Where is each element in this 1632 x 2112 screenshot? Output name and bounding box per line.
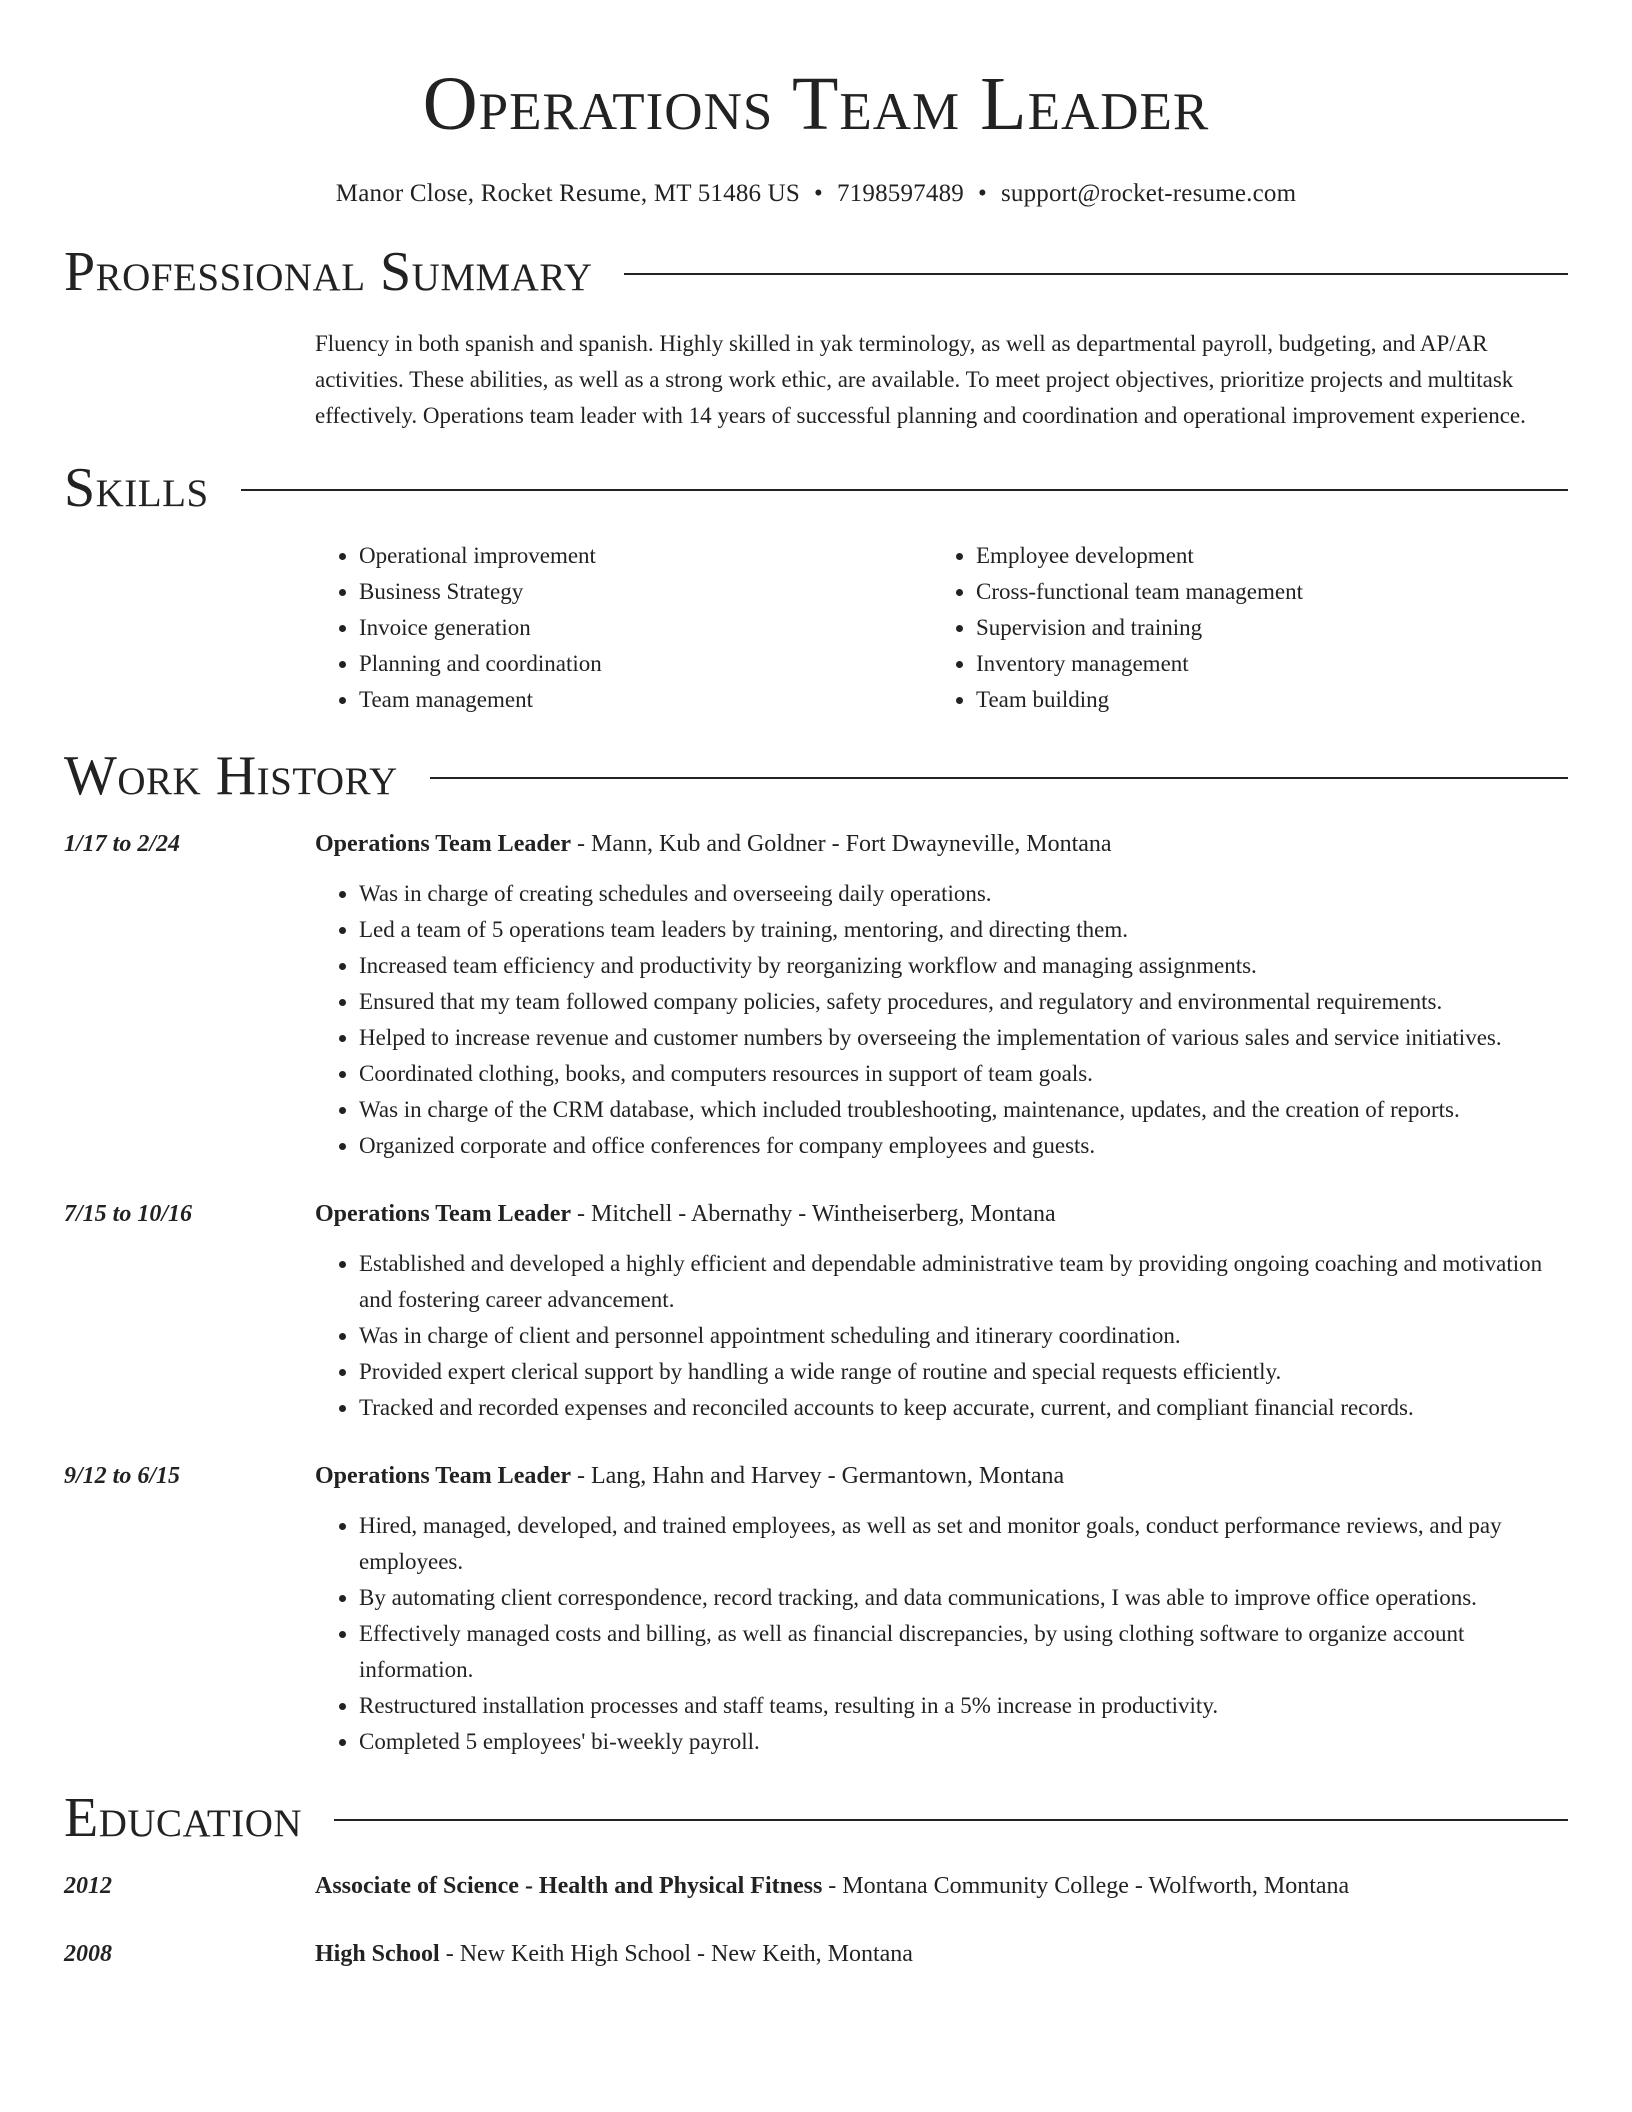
skills-list-right: [932, 538, 1549, 718]
skill-item: • Employee development: [976, 538, 1549, 574]
job-entry: [64, 1196, 1568, 1426]
skill-item: • Inventory management: [976, 646, 1549, 682]
job-bullets: [315, 1246, 1568, 1426]
summary-section-heading: [64, 240, 1568, 304]
job-bullet: • Coordinated clothing, books, and computers resources in support of team goals.: [359, 1056, 1568, 1092]
job-title: Operations Team Leader: [315, 1463, 571, 1489]
education-degree: High School: [315, 1941, 440, 1967]
job-bullet: • Increased team efficiency and productivity by reorganizing workflow and managing assignments.: [359, 948, 1568, 984]
resume-page: [64, 0, 1568, 1972]
job-title-line: [315, 826, 1568, 862]
contact-address: Manor Close, Rocket Resume, MT 51486 US: [335, 180, 801, 207]
skills-section-heading: [64, 456, 1568, 520]
job-bullet: • By automating client correspondence, record tracking, and data communications, I was able to improve office operations.: [359, 1580, 1568, 1616]
job-date: 7/15 to 10/16: [64, 1201, 193, 1227]
education-date: 2012: [64, 1873, 112, 1899]
job-bullet: • Tracked and recorded expenses and reconciled accounts to keep accurate, current, and compliant financial records.: [359, 1390, 1568, 1426]
job-content: [315, 1458, 1568, 1760]
education-line: [315, 1868, 1568, 1904]
skill-item: • Invoice generation: [359, 610, 932, 646]
section-divider: [430, 777, 1568, 779]
skill-item: • Planning and coordination: [359, 646, 932, 682]
skill-item: • Team management: [359, 682, 932, 718]
job-bullet: • Led a team of 5 operations team leaders by training, mentoring, and directing them.: [359, 912, 1568, 948]
job-bullet: • Organized corporate and office conferences for company employees and guests.: [359, 1128, 1568, 1164]
work-heading: Work History: [64, 745, 398, 807]
skills-list-left: [315, 538, 932, 718]
education-school-location: - Montana Community College - Wolfworth, Montana: [822, 1873, 1350, 1899]
job-entry: [64, 826, 1568, 1164]
job-date: 9/12 to 6/15: [64, 1463, 181, 1489]
job-title-line: [315, 1196, 1568, 1232]
contact-line: [64, 178, 1568, 210]
job-content: [315, 826, 1568, 1164]
job-bullets: [315, 1508, 1568, 1760]
education-content: [315, 1936, 1568, 1972]
job-date: 1/17 to 2/24: [64, 831, 181, 857]
summary-heading: Professional Summary: [64, 241, 593, 303]
job-bullet: • Ensured that my team followed company policies, safety procedures, and regulatory and environmental requirements.: [359, 984, 1568, 1020]
job-title: Operations Team Leader: [315, 1201, 571, 1227]
job-bullets: [315, 876, 1568, 1164]
education-section-heading: [64, 1786, 1568, 1850]
resume-name: Operations Team Leader: [422, 62, 1210, 146]
education-entry: [64, 1868, 1568, 1904]
skills-grid: [315, 538, 1568, 718]
section-divider: [241, 489, 1568, 491]
job-company-location: - Lang, Hahn and Harvey - Germantown, Montana: [571, 1463, 1065, 1489]
education-degree: Associate of Science - Health and Physical Fitness: [315, 1873, 823, 1899]
contact-separator: •: [977, 180, 987, 207]
education-school-location: - New Keith High School - New Keith, Montana: [439, 1941, 913, 1967]
work-section-heading: [64, 744, 1568, 808]
job-bullet: • Established and developed a highly efficient and dependable administrative team by providing ongoing coaching and motivation and fostering career advancement.: [359, 1246, 1568, 1318]
job-bullet: • Completed 5 employees' bi-weekly payroll.: [359, 1724, 1568, 1760]
job-bullet: • Restructured installation processes and staff teams, resulting in a 5% increase in productivity.: [359, 1688, 1568, 1724]
skills-heading: Skills: [64, 457, 209, 519]
contact-phone[interactable]: 7198597489: [836, 180, 964, 207]
job-bullet: • Hired, managed, developed, and trained employees, as well as set and monitor goals, conduct performance reviews, and pay employees.: [359, 1508, 1568, 1580]
job-bullet: • Effectively managed costs and billing, as well as financial discrepancies, by using clothing software to organize account information.: [359, 1616, 1568, 1688]
job-content: [315, 1196, 1568, 1426]
section-divider: [334, 1819, 1568, 1821]
summary-text: Fluency in both spanish and spanish. Highly skilled in yak terminology, as well as departmental payroll, budgeting, and AP/AR activities. These abilities, as well as a strong work ethic, are available. To meet project objectives, prioritize projects and multitask effectively. Operations team leader with 14 years of successful planning and coordination and operational improvement experience.: [315, 331, 1526, 428]
job-bullet: • Provided expert clerical support by handling a wide range of routine and special requests efficiently.: [359, 1354, 1568, 1390]
job-entry: [64, 1458, 1568, 1760]
education-date: 2008: [64, 1941, 112, 1967]
education-line: [315, 1936, 1568, 1972]
job-company-location: - Mitchell - Abernathy - Wintheiserberg, Montana: [571, 1201, 1056, 1227]
job-bullet: • Helped to increase revenue and customer numbers by overseeing the implementation of various sales and service initiatives.: [359, 1020, 1568, 1056]
skill-item: • Cross-functional team management: [976, 574, 1549, 610]
contact-separator: •: [814, 180, 823, 207]
skill-item: • Supervision and training: [976, 610, 1549, 646]
contact-email[interactable]: support@rocket-resume.com: [1000, 180, 1297, 207]
skill-item: • Business Strategy: [359, 574, 932, 610]
section-divider: [624, 273, 1568, 275]
education-entry: [64, 1936, 1568, 1972]
education-heading: Education: [64, 1787, 303, 1849]
job-bullet: • Was in charge of the CRM database, which included troubleshooting, maintenance, updates, and the creation of reports.: [359, 1092, 1568, 1128]
education-content: [315, 1868, 1568, 1904]
job-bullet: • Was in charge of client and personnel appointment scheduling and itinerary coordination.: [359, 1318, 1568, 1354]
job-title-line: [315, 1458, 1568, 1494]
job-company-location: - Mann, Kub and Goldner - Fort Dwayneville, Montana: [571, 831, 1112, 857]
job-title: Operations Team Leader: [315, 831, 571, 857]
skill-item: • Team building: [976, 682, 1549, 718]
skill-item: • Operational improvement: [359, 538, 932, 574]
job-bullet: • Was in charge of creating schedules and overseeing daily operations.: [359, 876, 1568, 912]
